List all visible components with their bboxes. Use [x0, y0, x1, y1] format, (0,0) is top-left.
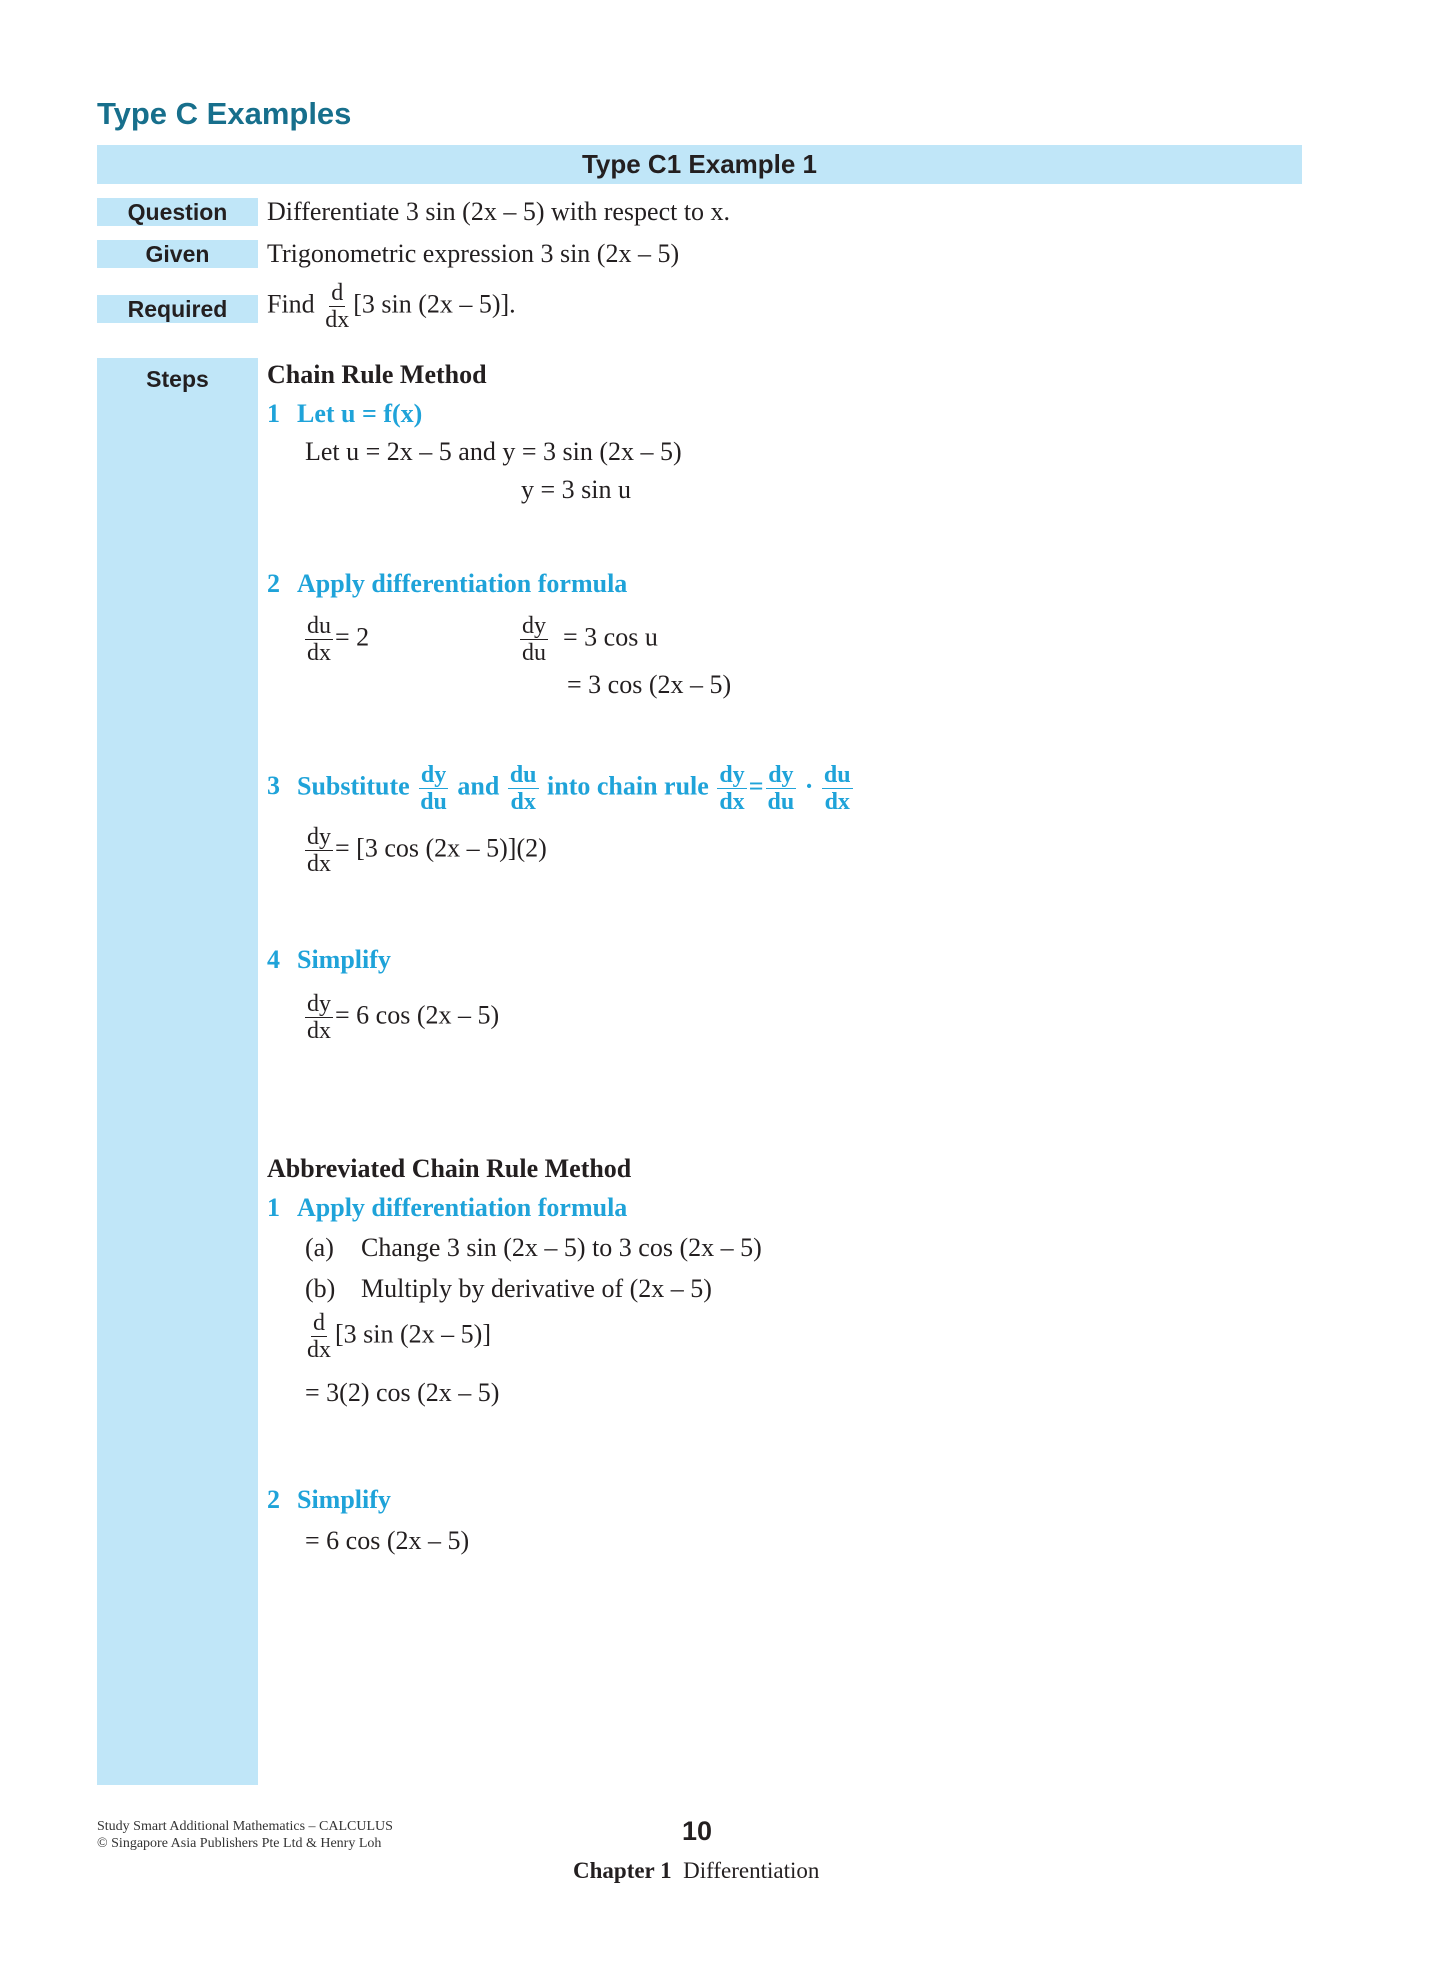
step-title: Simplify	[297, 945, 391, 974]
item-label: (b)	[305, 1274, 336, 1303]
steps-label: Steps	[146, 366, 209, 392]
step-title: Apply differentiation formula	[297, 569, 628, 598]
fraction	[323, 280, 351, 333]
numerator: dy	[719, 762, 745, 788]
section-title: Type C Examples	[97, 96, 352, 131]
text: and	[457, 771, 500, 801]
value: = 6 cos (2x – 5)	[335, 1000, 500, 1030]
fraction	[305, 613, 333, 666]
question-text: Differentiate 3 sin (2x – 5) with respect to x.	[267, 197, 731, 226]
numerator: dy	[307, 991, 331, 1017]
denominator: dx	[719, 789, 745, 815]
denominator: dx	[325, 307, 350, 333]
step-number: 4	[267, 945, 280, 974]
abbrev-item-b	[305, 1274, 712, 1304]
step-3-result	[303, 824, 547, 877]
value: = 2	[335, 622, 370, 652]
step-number: 1	[267, 1193, 280, 1222]
text: Substitute	[297, 771, 410, 801]
step-title: Let u = f(x)	[297, 399, 423, 428]
required-text	[267, 280, 516, 333]
step-1-line-2: y = 3 sin u	[521, 475, 632, 504]
step-number: 2	[267, 1485, 280, 1514]
denominator: dx	[824, 789, 850, 815]
expression: [3 sin (2x – 5)]	[335, 1319, 491, 1349]
abbrev-derivative	[303, 1310, 491, 1363]
denominator: dx	[307, 1018, 331, 1044]
denominator: du	[522, 640, 546, 666]
example-title: Type C1 Example 1	[581, 149, 818, 179]
step-number: 2	[267, 569, 280, 598]
step-1-title	[267, 399, 422, 429]
du-dx-equation	[303, 613, 369, 666]
fraction	[508, 762, 539, 815]
example-header	[97, 145, 1302, 184]
required-label: Required	[97, 295, 258, 323]
fraction	[520, 613, 548, 666]
given-text: Trigonometric expression 3 sin (2x – 5)	[267, 239, 680, 268]
required-prefix: Find	[267, 289, 315, 319]
denominator: dx	[510, 789, 536, 815]
item-text: Multiply by derivative of (2x – 5)	[361, 1274, 712, 1303]
dot: ·	[804, 771, 814, 801]
step-1-line-1: Let u = 2x – 5 and y = 3 sin (2x – 5)	[305, 437, 682, 466]
item-text: Change 3 sin (2x – 5) to 3 cos (2x – 5)	[361, 1233, 762, 1262]
numerator: dy	[768, 762, 794, 788]
abbrev-step-2-title	[267, 1485, 391, 1515]
numerator: d	[313, 1310, 325, 1336]
step-number: 1	[267, 399, 280, 428]
abbrev-result: = 3(2) cos (2x – 5)	[305, 1378, 500, 1407]
step-3-title	[267, 762, 855, 815]
fraction	[305, 991, 333, 1044]
abbrev-item-a	[305, 1233, 762, 1263]
abbrev-final-result: = 6 cos (2x – 5)	[305, 1526, 470, 1555]
denominator: dx	[307, 1337, 331, 1363]
fraction	[305, 1310, 333, 1363]
page-number: 10	[682, 1816, 713, 1846]
denominator: dx	[307, 640, 331, 666]
required-expr: [3 sin (2x – 5)].	[353, 289, 516, 319]
fraction	[717, 762, 746, 815]
fraction	[766, 762, 797, 815]
numerator: du	[823, 762, 851, 788]
step-title: Simplify	[297, 1485, 391, 1514]
chapter-name: Differentiation	[683, 1858, 820, 1883]
step-2-title	[267, 569, 627, 599]
abbrev-step-1-title	[267, 1193, 627, 1223]
footer-book-title: Study Smart Additional Mathematics – CALCULUS	[97, 1819, 393, 1834]
fraction	[305, 824, 333, 877]
numerator: dy	[307, 824, 331, 850]
value: = [3 cos (2x – 5)](2)	[335, 833, 547, 863]
denominator: du	[767, 789, 795, 815]
chain-method-heading: Chain Rule Method	[267, 360, 487, 389]
numerator: dy	[420, 762, 447, 788]
dy-du-value-2: = 3 cos (2x – 5)	[567, 670, 732, 699]
given-label: Given	[97, 240, 258, 268]
fraction	[418, 762, 449, 815]
chapter-label: Chapter 1	[573, 1858, 672, 1883]
numerator: dy	[522, 613, 546, 639]
steps-column	[97, 358, 258, 1785]
fraction	[822, 762, 853, 815]
abbrev-method-heading: Abbreviated Chain Rule Method	[267, 1154, 632, 1183]
step-4-title	[267, 945, 391, 975]
numerator: d	[331, 280, 344, 306]
denominator: dx	[307, 851, 331, 877]
value: = 3 cos u	[563, 622, 658, 652]
text: into chain rule	[547, 771, 709, 801]
equals: =	[748, 771, 764, 801]
dy-du-equation	[518, 613, 658, 666]
question-label: Question	[97, 198, 258, 226]
numerator: du	[307, 613, 331, 639]
numerator: du	[509, 762, 537, 788]
step-4-result	[303, 991, 499, 1044]
chapter-footer	[573, 1858, 819, 1884]
step-title: Apply differentiation formula	[297, 1193, 628, 1222]
footer-copyright: © Singapore Asia Publishers Pte Ltd & Henry Loh	[97, 1836, 382, 1851]
item-label: (a)	[305, 1233, 334, 1262]
denominator: du	[420, 789, 447, 815]
step-number: 3	[267, 771, 280, 801]
